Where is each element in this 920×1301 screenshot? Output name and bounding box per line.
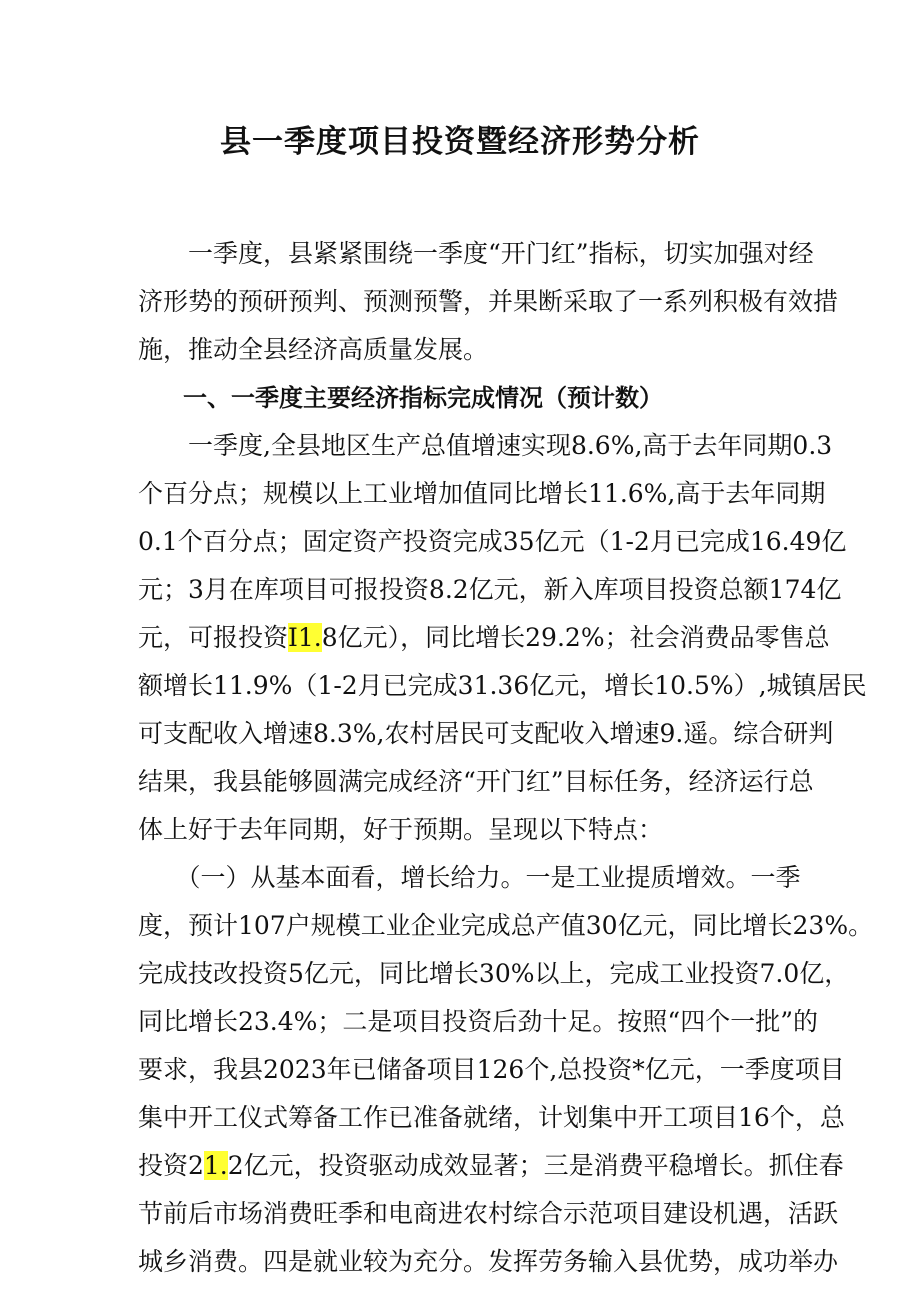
- text-run: 2亿元，投资驱动成效显著；三是消费平稳增长。抓住春: [227, 1151, 844, 1180]
- paragraph-line: [138, 1142, 844, 1190]
- paragraph-line: 度，预计107户规模工业企业完成总产值30亿元，同比增长23%。: [138, 911, 874, 940]
- text-run: 8亿元），同比增长29.2%；社会消费品零售总: [321, 623, 830, 652]
- paragraph-line: 体上好于去年同期，好于预期。呈现以下特点：: [138, 815, 664, 844]
- paragraph-line: 一季度，县紧紧围绕一季度“开门红”指标，切实加强对经: [138, 239, 814, 268]
- paragraph-line: 可支配收入增速8.3%,农村居民可支配收入增速9.遥。综合研判: [138, 719, 834, 748]
- text-run: 元，可报投资: [138, 623, 289, 652]
- section-heading: 一、一季度主要经济指标完成情况（预计数）: [183, 384, 663, 412]
- paragraph-line: 集中开工仪式筹备工作已准备就绪，计划集中开工项目16个，总: [138, 1103, 845, 1132]
- paragraph-line: 0.1个百分点；固定资产投资完成35亿元（1-2月已完成16.49亿: [138, 527, 847, 556]
- paragraph-line: 元；3月在库项目可报投资8.2亿元，新入库项目投资总额174亿: [138, 575, 842, 604]
- paragraph-line: 节前后市场消费旺季和电商进农村综合示范项目建设机遇，活跃: [138, 1199, 839, 1228]
- paragraph-line: 一季度,全县地区生产总值增速实现8.6%,高于去年同期0.3: [138, 431, 833, 460]
- document-title: 县一季度项目投资暨经济形势分析: [220, 124, 700, 160]
- paragraph-line: 要求，我县2023年已储备项目126个,总投资*亿元，一季度项目: [138, 1055, 845, 1084]
- paragraph-line: 结果，我县能够圆满完成经济“开门红”目标任务，经济运行总: [138, 767, 814, 796]
- highlighted-text: 1.: [203, 1151, 228, 1180]
- paragraph-line: 济形势的预研预判、预测预警，并果断采取了一系列积极有效措: [138, 287, 839, 316]
- paragraph-line: 同比增长23.4%；二是项目投资后劲十足。按照“四个一批”的: [138, 1007, 818, 1036]
- text-run: 投资2: [138, 1151, 204, 1180]
- paragraph-line: （一）从基本面看，增长给力。一是工业提质增效。一季: [138, 863, 801, 892]
- paragraph-line: [138, 614, 830, 662]
- paragraph-line: 个百分点；规模以上工业增加值同比增长11.6%,高于去年同期: [138, 479, 826, 508]
- paragraph-line: 完成技改投资5亿元，同比增长30%以上，完成工业投资7.0亿，: [138, 959, 850, 988]
- highlighted-text: I1.: [288, 623, 322, 652]
- paragraph-line: 城乡消费。四是就业较为充分。发挥劳务输入县优势，成功举办: [138, 1247, 839, 1276]
- paragraph-line: 施，推动全县经济高质量发展。: [138, 335, 489, 364]
- paragraph-line: 额增长11.9%（1-2月已完成31.36亿元，增长10.5%）,城镇居民: [138, 671, 867, 700]
